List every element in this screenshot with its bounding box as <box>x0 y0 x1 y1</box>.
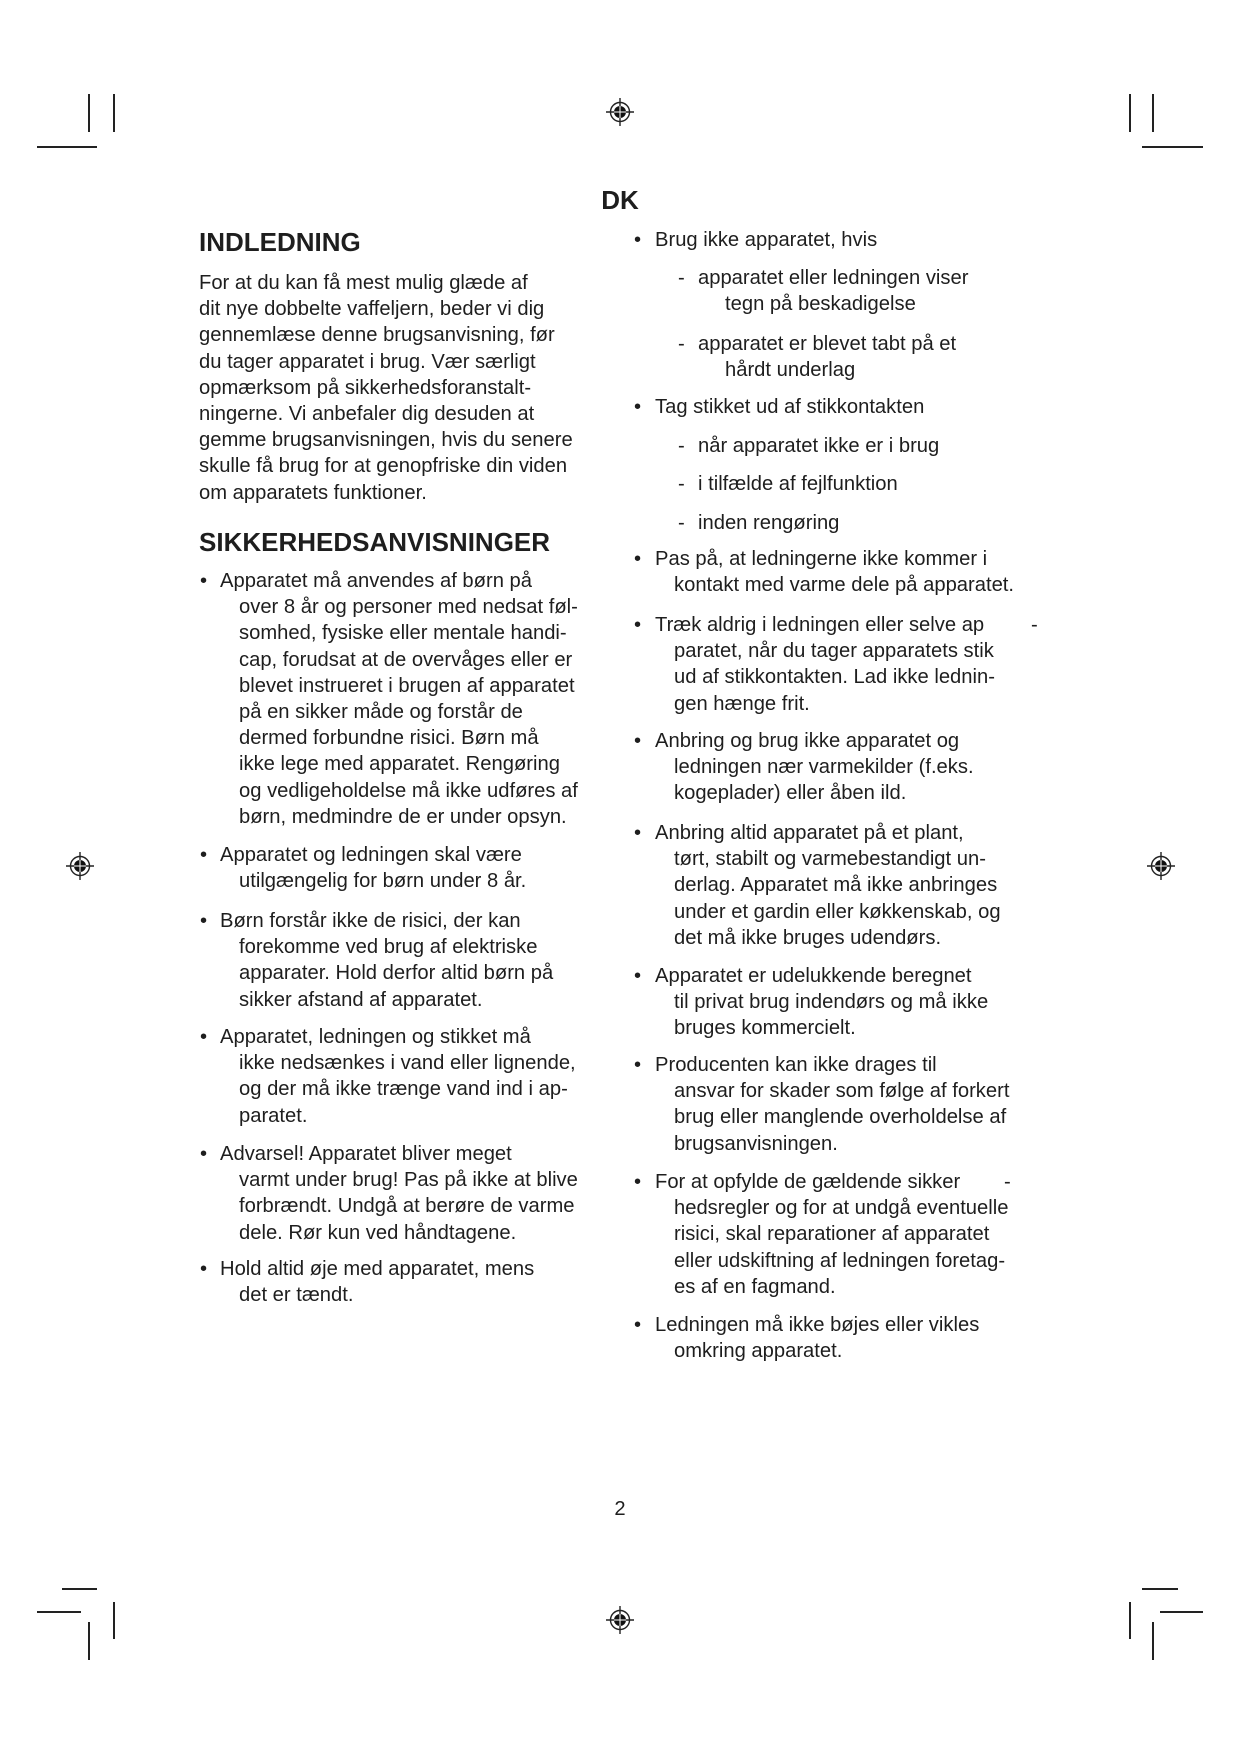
list-item <box>0 394 1241 420</box>
bullet-marker: • <box>634 548 642 570</box>
list-item-line: i tilfælde af fejlfunktion <box>698 473 898 495</box>
list-item-line: For at opfylde de gældende sikker <box>655 1171 961 1193</box>
list-item-line: hårdt underlag <box>725 359 856 382</box>
registration-mark-icon <box>1146 851 1176 881</box>
list-item <box>0 1052 1241 1157</box>
list-item-line: det må ikke bruges udendørs. <box>674 926 942 949</box>
list-item-line: ledningen nær varmekilder (f.eks. <box>674 756 974 779</box>
list-item-line: Apparatet må anvendes af børn på <box>220 570 532 592</box>
list-item-line: over 8 år og personer med nedsat føl- <box>239 596 578 619</box>
intro-line: skulle få brug for at genopfriske din viden <box>199 455 568 478</box>
bullet-marker: • <box>200 910 208 932</box>
list-item-line: forbrændt. Undgå at berøre de varme <box>239 1195 575 1218</box>
list-item-line: eller udskiftning af ledningen foretag- <box>674 1249 1006 1272</box>
list-item-line: ud af stikkontakten. Lad ikke lednin- <box>674 666 995 689</box>
bullet-marker: • <box>634 822 642 844</box>
crop-mark <box>1142 146 1203 148</box>
list-item-line: bruges kommercielt. <box>674 1017 856 1040</box>
crop-mark <box>1152 1622 1154 1660</box>
list-item-line: Hold altid øje med apparatet, mens <box>220 1258 535 1280</box>
hyphen-mark: - <box>1031 614 1038 636</box>
bullet-marker: • <box>634 1314 642 1336</box>
bullet-marker: • <box>634 396 642 418</box>
list-item-line: dele. Rør kun ved håndtagene. <box>239 1221 517 1244</box>
sub-list-item <box>0 331 1241 383</box>
crop-mark <box>37 146 97 148</box>
crop-mark <box>37 1611 81 1613</box>
list-item-line: brugsanvisningen. <box>674 1132 838 1155</box>
list-item-line: Anbring og brug ikke apparatet og <box>655 730 960 752</box>
bullet-marker: • <box>634 965 642 987</box>
list-item <box>0 963 1241 1042</box>
list-item-line: es af en fagmand. <box>674 1275 836 1298</box>
registration-mark-icon <box>65 851 95 881</box>
intro-line: gennemlæse denne brugsanvisning, før <box>199 324 555 347</box>
list-item-line: ansvar for skader som følge af forkert <box>674 1080 1010 1103</box>
sub-list-item <box>0 433 1241 459</box>
bullet-marker: • <box>634 614 642 636</box>
list-item-line: tegn på beskadigelse <box>725 293 916 316</box>
list-item-line: og vedligeholdelse må ikke udføres af <box>239 779 578 802</box>
registration-mark-icon <box>605 1605 635 1635</box>
list-item-line: Apparatet og ledningen skal være <box>220 844 522 866</box>
list-item-line: dermed forbundne risici. Børn må <box>239 727 539 750</box>
registration-mark-icon <box>605 97 635 127</box>
crop-mark <box>1129 94 1131 132</box>
crop-mark <box>1160 1611 1203 1613</box>
list-item-line: ikke lege med apparatet. Rengøring <box>239 753 560 776</box>
intro-line: For at du kan få mest mulig glæde af <box>199 272 528 294</box>
dash-marker: - <box>678 333 685 355</box>
list-item-line: under et gardin eller køkkenskab, og <box>674 900 1001 923</box>
list-item-line: Brug ikke apparatet, hvis <box>655 229 878 251</box>
page-number: 2 <box>614 1498 626 1520</box>
bullet-marker: • <box>200 844 208 866</box>
list-item-line: apparater. Hold derfor altid børn på <box>239 962 554 985</box>
list-item-line: Producenten kan ikke drages til <box>655 1054 937 1076</box>
dash-marker: - <box>678 512 685 534</box>
intro-line: du tager apparatet i brug. Vær særligt <box>199 350 536 373</box>
list-item-line: apparatet er blevet tabt på et <box>698 333 957 355</box>
list-item-line: apparatet eller ledningen viser <box>698 267 969 289</box>
intro-heading: INDLEDNING <box>199 227 361 257</box>
crop-mark <box>1142 1588 1178 1590</box>
list-item-line: ikke nedsænkes i vand eller lignende, <box>239 1052 576 1075</box>
sub-list-item <box>0 471 1241 497</box>
list-item <box>0 1169 1241 1300</box>
list-item-line: varmt under brug! Pas på ikke at blive <box>239 1169 578 1192</box>
bullet-marker: • <box>200 1143 208 1165</box>
list-item-line: sikker afstand af apparatet. <box>239 988 483 1011</box>
list-item-line: og der må ikke trænge vand ind i ap- <box>239 1078 568 1101</box>
intro-line: gemme brugsanvisningen, hvis du senere <box>199 429 573 452</box>
list-item-line: Børn forstår ikke de risici, der kan <box>220 910 521 932</box>
dash-marker: - <box>678 435 685 457</box>
list-item <box>0 612 1241 717</box>
crop-mark <box>1129 1602 1131 1639</box>
safety-heading: SIKKERHEDSANVISNINGER <box>199 527 551 557</box>
list-item-line: tørt, stabilt og varmebestandigt un- <box>674 848 986 871</box>
list-item-line: det er tændt. <box>239 1284 354 1307</box>
list-item-line: inden rengøring <box>698 512 840 534</box>
bullet-marker: • <box>634 1054 642 1076</box>
list-item-line: kogeplader) eller åben ild. <box>674 782 907 805</box>
hyphen-mark: - <box>1004 1171 1011 1193</box>
list-item-line: Tag stikket ud af stikkontakten <box>655 396 925 418</box>
list-item <box>0 820 1241 951</box>
bullet-marker: • <box>200 1258 208 1280</box>
list-item <box>0 546 1241 598</box>
language-code: DK <box>601 185 639 215</box>
intro-line: opmærksom på sikkerhedsforanstalt- <box>199 376 532 399</box>
dash-marker: - <box>678 473 685 495</box>
list-item-line: kontakt med varme dele på apparatet. <box>674 574 1015 597</box>
crop-mark <box>88 1622 90 1660</box>
list-item-line: brug eller manglende overholdelse af <box>674 1106 1007 1129</box>
list-item-line: på en sikker måde og forstår de <box>239 701 523 724</box>
list-item-line: Anbring altid apparatet på et plant, <box>655 822 964 844</box>
intro-line: om apparatets funktioner. <box>199 481 427 504</box>
list-item-line: somhed, fysiske eller mentale handi- <box>239 622 567 645</box>
list-item-line: derlag. Apparatet må ikke anbringes <box>674 874 998 897</box>
list-item-line: til privat brug indendørs og må ikke <box>674 991 989 1014</box>
list-item-line: Træk aldrig i ledningen eller selve ap <box>655 614 985 636</box>
list-item-line: børn, medmindre de er under opsyn. <box>239 805 567 828</box>
dash-marker: - <box>678 267 685 289</box>
list-item-line: risici, skal reparationer af apparatet <box>674 1223 990 1246</box>
sub-list-item <box>0 510 1241 536</box>
list-item-line: paratet. <box>239 1104 308 1127</box>
bullet-marker: • <box>634 229 642 251</box>
list-item-line: Ledningen må ikke bøjes eller vikles <box>655 1314 980 1336</box>
list-item-line: forekomme ved brug af elektriske <box>239 936 538 959</box>
list-item-line: gen hænge frit. <box>674 692 810 715</box>
list-item-line: utilgængelig for børn under 8 år. <box>239 870 527 893</box>
list-item-line: Apparatet er udelukkende beregnet <box>655 965 972 987</box>
list-item-line: blevet instrueret i brugen af apparatet <box>239 674 575 697</box>
list-item-line: Apparatet, ledningen og stikket må <box>220 1026 531 1048</box>
intro-line: dit nye dobbelte vaffeljern, beder vi dig <box>199 298 545 321</box>
list-item-line: Advarsel! Apparatet bliver meget <box>220 1143 512 1165</box>
crop-mark <box>88 94 90 132</box>
list-item-line: hedsregler og for at undgå eventuelle <box>674 1197 1009 1220</box>
list-item-line: cap, forudsat at de overvåges eller er <box>239 648 573 671</box>
bullet-marker: • <box>634 1171 642 1193</box>
crop-mark <box>113 1602 115 1639</box>
list-item-line: paratet, når du tager apparatets stik <box>674 640 994 663</box>
intro-line: ningerne. Vi anbefaler dig desuden at <box>199 403 535 426</box>
crop-mark <box>113 94 115 132</box>
sub-list-item <box>0 265 1241 317</box>
crop-mark <box>62 1588 97 1590</box>
list-item <box>0 728 1241 807</box>
list-item-line: omkring apparatet. <box>674 1340 843 1363</box>
bullet-marker: • <box>200 1026 208 1048</box>
list-item-line: når apparatet ikke er i brug <box>698 435 940 457</box>
list-item-line: Pas på, at ledningerne ikke kommer i <box>655 548 988 570</box>
bullet-marker: • <box>634 730 642 752</box>
crop-mark <box>1152 94 1154 132</box>
list-item <box>0 1312 1241 1364</box>
list-item <box>0 227 1241 253</box>
bullet-marker: • <box>200 570 208 592</box>
